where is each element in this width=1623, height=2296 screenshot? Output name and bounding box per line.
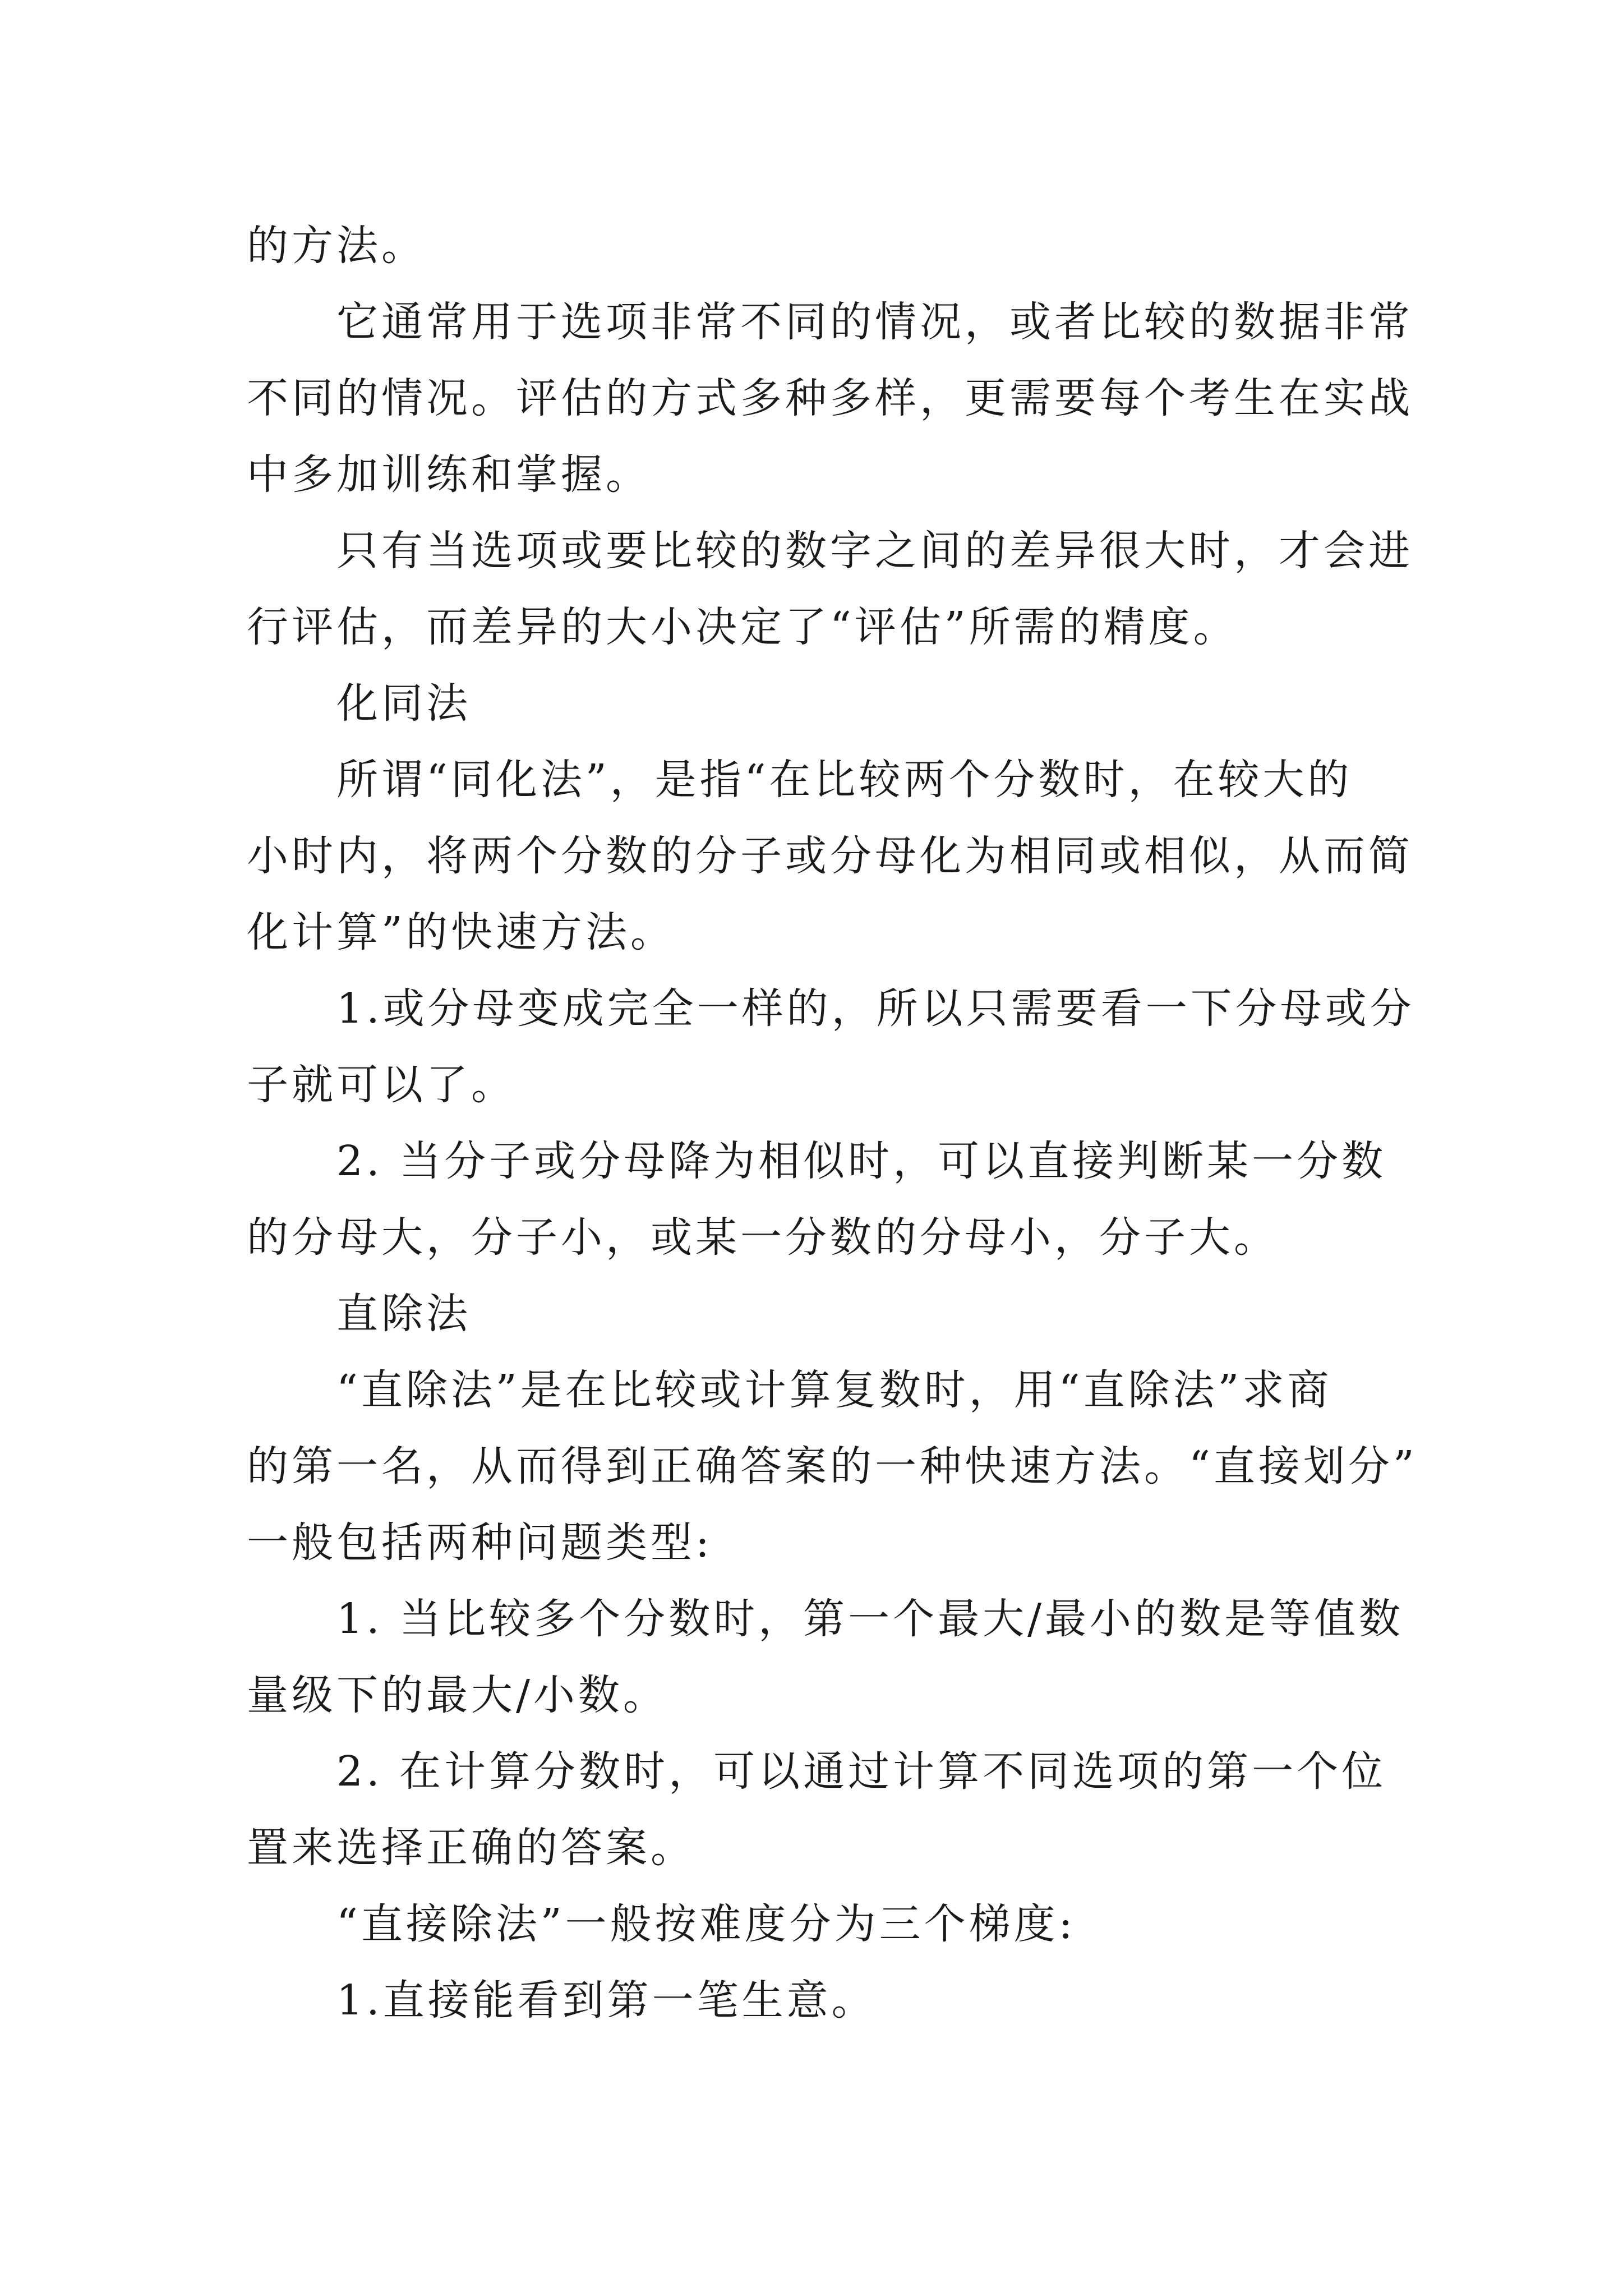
- paragraph-first-line: 它通常用于选项非常不同的情况，或者比较的数据非常: [336, 298, 1413, 346]
- section-heading: 直除法: [336, 1290, 471, 1338]
- section-heading: 化同法: [336, 679, 471, 728]
- text-line: 中多加训练和掌握。: [247, 450, 651, 499]
- text-line: 量级下的最大/小数。: [247, 1671, 668, 1719]
- text-line: 一般包括两种问题类型:: [247, 1519, 713, 1567]
- list-item-first-line: 2. 当分子或分母降为相似时，可以直接判断某一分数: [336, 1137, 1387, 1185]
- list-item-first-line: 1.或分母变成完全一样的，所以只需要看一下分母或分: [336, 984, 1415, 1033]
- text-line: 小时内，将两个分数的分子或分母化为相同或相似，从而简: [247, 832, 1413, 880]
- text-line: 的第一名，从而得到正确答案的一种快速方法。“直接划分”: [247, 1442, 1418, 1490]
- text-line: 不同的情况。评估的方式多种多样，更需要每个考生在实战: [247, 374, 1413, 422]
- text-line: 化计算”的快速方法。: [247, 908, 675, 956]
- paragraph-first-line: “直除法”是在比较或计算复数时，用“直除法”求商: [336, 1366, 1332, 1414]
- list-item-first-line: 1.直接能看到第一笔生意。: [336, 1976, 877, 2024]
- paragraph-first-line: 所谓“同化法”，是指“在比较两个分数时，在较大的: [336, 756, 1353, 804]
- text-line: 的方法。: [247, 222, 426, 270]
- text-line: 置来选择正确的答案。: [247, 1824, 695, 1872]
- paragraph-first-line: “直接除法”一般按难度分为三个梯度:: [336, 1900, 1076, 1948]
- paragraph-first-line: 只有当选项或要比较的数字之间的差异很大时，才会进: [336, 527, 1413, 575]
- text-line: 行评估，而差异的大小决定了“评估”所需的精度。: [247, 603, 1238, 651]
- list-item-first-line: 1. 当比较多个分数时，第一个最大/最小的数是等值数: [336, 1595, 1404, 1643]
- list-item-first-line: 2. 在计算分数时，可以通过计算不同选项的第一个位: [336, 1747, 1387, 1796]
- text-line: 子就可以了。: [247, 1061, 516, 1109]
- text-line: 的分母大，分子小，或某一分数的分母小，分子大。: [247, 1213, 1279, 1262]
